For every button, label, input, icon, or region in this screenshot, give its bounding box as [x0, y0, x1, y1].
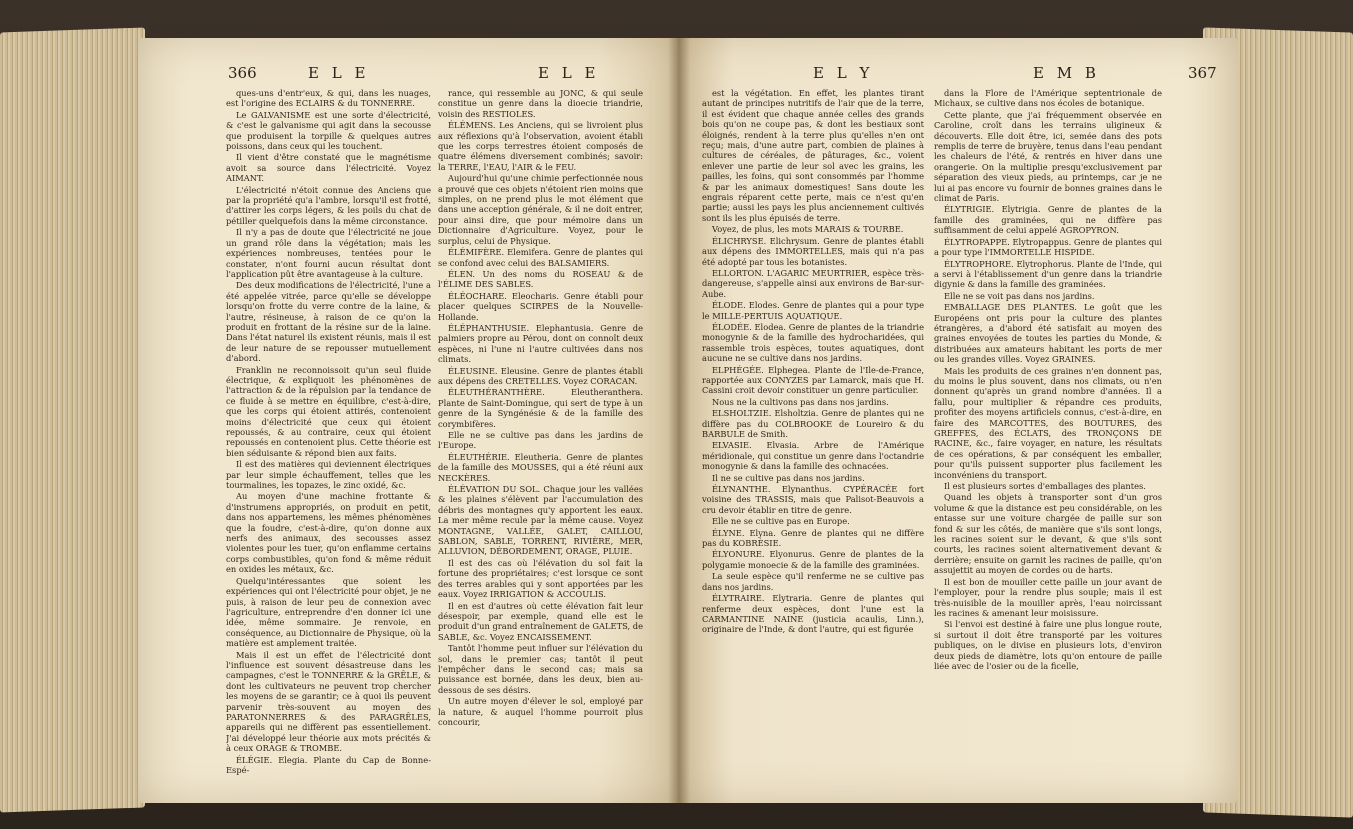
- paragraph: EMBALLAGE DES PLANTES. Le goût que les Européens ont pris pour la culture des plantes étrangères, a d'abord été satisfait au moyen des graines envoyées de toutes les parties du Monde, & distribuées aux amateurs habitant les ports de mer ou les grandes villes. Voyez GRAINES.: [934, 302, 1162, 365]
- paragraph: ÉLEN. Un des noms du ROSEAU & de l'ÉLIME DES SABLES.: [438, 268, 643, 290]
- paragraph: Cette plante, que j'ai fréquemment observée en Caroline, croît dans les terrains uligineux & découverts. Elle doit être, ici, semée dans des pots remplis de terre de bruyère, tenus dans l'eau pendant les chaleurs de l'été, & rentrés en hiver dans une orangerie. On la multiplie presqu'exclusivement par séparation des vieux pieds, au printemps, car je ne lui ai pas encore vu fournir de bonnes graines dans le climat de Paris.: [934, 109, 1162, 204]
- paragraph: ÉLYONURE. Elyonurus. Genre de plantes de la polygamie monoecie & de la famille des graminées.: [702, 549, 924, 570]
- paragraph: rance, qui ressemble au JONC, & qui seule constitue un genre dans la dioecie triandrie, voisin des RESTIOLES.: [438, 88, 643, 119]
- paragraph: ÉLÉVATION DU SOL. Chaque jour les vallées & les plaines s'élèvent par l'accumulation des débris des montagnes qu'y apportent les eaux. La mer même recule par la même cause. Voyez MONTAGNE, VALLÉE, GALET, CAILLOU, SABLON, SABLE, TORRENT, RIVIÈRE, MER, ALLUVION, DÉBORDEMENT, ORAGE, PLUIE.: [438, 484, 643, 557]
- paragraph: Elle ne se cultive pas en Europe.: [712, 516, 850, 527]
- paragraph: ÉLEUTHÉRANTHÈRE. Eleutheranthera. Plante de Saint-Domingue, qui sert de type à un genre de la Syngénésie & de la famille des corymbifères.: [438, 387, 643, 429]
- paragraph: Il est des matières qui deviennent électriques par leur simple échauffement, telles que les tourmalines, les topazes, le zinc oxidé, &c.: [226, 459, 431, 491]
- right-page-number: 367: [1188, 64, 1217, 82]
- paragraph: est la végétation. En effet, les plantes tirant autant de principes nutritifs de l'air que de la terre, il est évident que chaque année celles des grands bois qu'on ne coupe pas, & dont les bestiaux sont éloignés, rendent à la terre plus qu'elles n'en ont reçu; mais, d'une autre part, combien de plaines à cultures de céréales, de pâturages, &c., voient enlever une partie de leur sol avec les grains, les pailles, les foins, qui sont consommés par l'homme & par les animaux domestiques! Sans doute les engrais réparent cette perte, mais ce n'est qu'en partie; aussi les pays les plus anciennement cultivés sont ils les plus épuisés de terre.: [702, 88, 924, 223]
- paragraph: ÉLICHRYSE. Elichrysum. Genre de plantes établi aux dépens des IMMORTELLES, mais qui n'a pas été adopté par tous les botanistes.: [702, 235, 924, 267]
- paragraph: Il est bon de mouiller cette paille un jour avant de l'employer, pour la rendre plus souple; mais il est très-nuisible de la mouiller après, l'eau noircissant les racines & amenant leur moisissure.: [934, 576, 1162, 618]
- paragraph: Il n'y a pas de doute que l'électricité ne joue un grand rôle dans la végétation; mais les expériences nombreuses, tentées pour le constater, n'ont fourni aucun résultat dont l'application pût être avantageuse à la culture.: [226, 227, 431, 279]
- paragraph: Il ne se cultive pas dans nos jardins.: [712, 472, 865, 483]
- paragraph: Le GALVANISME est une sorte d'électricité, & c'est le galvanisme qui agit dans la secousse que produisent la torpille & quelques autres poissons, dans ceux qui les touchent.: [226, 109, 431, 152]
- paragraph: Au moyen d'une machine frottante & d'instrumens appropriés, on produit en petit, dans nos appartemens, les mêmes phénomènes que la foudre, c'est-à-dire, qu'on donne aux nerfs des animaux, des secousses assez violentes pour les tuer, qu'on enflamme certains corps combustibles, qu'on fond & même réduit en oxides les métaux, &c.: [226, 491, 431, 575]
- paragraph: ÉLYTRAIRE. Elytraria. Genre de plantes qui renferme deux espèces, dont l'une est la CARMANTINE NAINE (justicia acaulis, Linn.), originaire de l'Inde, & dont l'autre, qui est figurée: [702, 593, 924, 635]
- paragraph: ÉLÉGIE. Elegia. Plante du Cap de Bonne-Espé-: [226, 754, 431, 775]
- right-page-header-left: E L Y: [813, 64, 874, 82]
- paragraph: Il en est d'autres où cette élévation fait leur désespoir, par exemple, quand elle est le produit d'un grand entraînement de GALETS, de SABLE, &c. Voyez ENCAISSEMENT.: [438, 600, 643, 642]
- left-page: [138, 38, 678, 803]
- left-page-header-right: E L E: [538, 64, 600, 82]
- paragraph: Il est plusieurs sortes d'emballages des plantes.: [944, 481, 1146, 492]
- paragraph: ÉLODE. Elodes. Genre de plantes qui a pour type le MILLE-PERTUIS AQUATIQUE.: [702, 300, 924, 321]
- paragraph: Nous ne la cultivons pas dans nos jardins.: [712, 396, 889, 407]
- paragraph: ques-uns d'entr'eux, & qui, dans les nuages, est l'origine des ECLAIRS & du TONNERRE.: [226, 88, 431, 109]
- paragraph: ÉLYTROPHORE. Elytrophorus. Plante de l'Inde, qui a servi à l'établissement d'un genre dans la triandrie digynie & dans la famille des graminées.: [934, 258, 1162, 290]
- paragraph: Si l'envoi est destiné à faire une plus longue route, si surtout il doit être transporté par les voitures publiques, on le divise en plusieurs lots, d'environ deux pieds de diamètre, lots qu'on entoure de paille liée avec de l'osier ou de la ficelle,: [934, 619, 1162, 671]
- paragraph: Franklin ne reconnoissoit qu'un seul fluide électrique, & expliquoit les phénomènes de l'attraction & de la répulsion par la tendance de ce fluide à se mettre en équilibre, c'est-à-dire, que les corps qui étoient attirés, contenoient moins d'électricité que ceux qui étoient repoussés, & au contraire, ceux qui étoient repoussés en contenoient plus. Cette théorie est bien séduisante & répond bien aux faits.: [226, 364, 431, 458]
- paragraph: ELSHOLTZIE. Elsholtzia. Genre de plantes qui ne diffère pas du COLBROOKE de Loureiro & du BARBULE de Smith.: [702, 408, 924, 439]
- paragraph: ÉLODÉE. Elodea. Genre de plantes de la triandrie monogynie & de la famille des hydrocharidées, qui rassemble trois espèces, toutes aquatiques, dont aucune ne se cultive dans nos jardins.: [702, 321, 924, 364]
- paragraph: ÉLÉOCHARE. Eleocharis. Genre établi pour placer quelques SCIRPES de la Nouvelle-Hollande.: [438, 290, 643, 322]
- paragraph: Quand les objets à transporter sont d'un gros volume & que la distance est peu considérable, on les entasse sur une voiture chargée de paille sur son fond & sur les côtés, de manière que s'ils sont longs, les racines soient sur le devant, & que s'ils sont courts, les racines soient alternativement devant & derrière; ensuite on garnit les racines de paille, qu'on assujettit au moyen de cordes ou de harts.: [934, 492, 1162, 576]
- left-page-column-2: [438, 88, 643, 789]
- paragraph: ÉLYNE. Elyna. Genre de plantes qui ne diffère pas du KOBRÈSIE.: [702, 527, 924, 549]
- paragraph: Aujourd'hui qu'une chimie perfectionnée nous a prouvé que ces objets n'étoient rien moins que simples, on ne prend plus le mot élément que dans une acception générale, & il ne doit entrer, pour ainsi dire, que pour mémoire dans un Dictionnaire d'Agriculture. Voyez, pour le surplus, celui de Physique.: [438, 173, 643, 246]
- left-page-edges: [0, 27, 145, 812]
- paragraph: ELVASIE. Elvasia. Arbre de l'Amérique méridionale, qui constitue un genre dans l'octandrie monogynie & dans la famille des ochnacées.: [702, 440, 924, 472]
- paragraph: Elle ne se cultive pas dans les jardins de l'Europe.: [438, 430, 643, 451]
- paragraph: ELLORTON. L'AGARIC MEURTRIER, espèce très-dangereuse, s'appelle ainsi aux environs de Bar-sur-Aube.: [702, 267, 924, 299]
- paragraph: Il est des cas où l'élévation du sol fait la fortune des propriétaires; c'est lorsque ce sont des terres arables qui y sont apportées par les eaux. Voyez IRRIGATION & ACCOULIS.: [438, 557, 643, 600]
- right-page: [678, 38, 1238, 803]
- paragraph: Un autre moyen d'élever le sol, employé par la nature, & auquel l'homme pourroit plus concourir,: [438, 696, 643, 727]
- paragraph: ÉLYTROPAPPE. Elytropappus. Genre de plantes qui a pour type l'IMMORTELLE HISPIDE.: [934, 236, 1162, 258]
- right-page-header-right: E M B: [1033, 64, 1100, 82]
- paragraph: Tantôt l'homme peut influer sur l'élévation du sol, dans le premier cas; tantôt il peut l'empêcher dans le second cas; mais sa puissance est bornée, dans les deux, bien au-dessous de ses désirs.: [438, 643, 643, 695]
- paragraph: ÉLÉMENS. Les Anciens, qui se livroient plus aux réflexions qu'à l'observation, avoient établi que les corps terrestres étoient composés de quatre élémens diversement combinés; savoir: la TERRE, l'EAU, l'AIR & le FEU.: [438, 120, 643, 172]
- right-page-column-2: [934, 88, 1162, 789]
- paragraph: ÉLEUSINE. Eleusine. Genre de plantes établi aux dépens des CRETELLES. Voyez CORACAN.: [438, 365, 643, 386]
- book-gutter: [668, 38, 690, 803]
- paragraph: L'électricité n'étoit connue des Anciens que par la propriété qu'a l'ambre, lorsqu'il est frotté, d'attirer les corps légers, & les poils du chat de pétiller quelquefois dans la même circonstance.: [226, 184, 431, 226]
- right-page-column-1: [702, 88, 924, 789]
- paragraph: Voyez, de plus, les mots MARAIS & TOURBE.: [712, 224, 904, 235]
- left-page-column-1: [226, 88, 431, 789]
- left-page-header-left: E L E: [308, 64, 370, 82]
- paragraph: ÉLYNANTHE. Elynanthus. CYPÉRACÉE fort voisine des TRASSIS, mais que Palisot-Beauvois a cru devoir établir en titre de genre.: [702, 484, 924, 515]
- paragraph: dans la Flore de l'Amérique septentrionale de Michaux, se cultive dans nos écoles de botanique.: [934, 88, 1162, 109]
- paragraph: Mais il est un effet de l'électricité dont l'influence est souvent désastreuse dans les campagnes, c'est le TONNERRE & la GRÊLE, & dont les cultivateurs ne peuvent trop chercher les moyens de se garantir; ce à quoi ils peuvent parvenir très-souvent au moyen des PARATONNERRES & des PARAGRÊLES, appareils qui ne diffèrent pas essentiellement. J'ai développé leur théorie aux mots précités & à ceux ORAGE & TROMBE.: [226, 649, 431, 754]
- paragraph: ÉLYTRIGIE. Elytrigia. Genre de plantes de la famille des graminées, qui ne diffère pas suffisamment de celui appelé AGROPYRON.: [934, 204, 1162, 236]
- paragraph: ELPHÉGÉE. Elphegea. Plante de l'Ile-de-France, rapportée aux CONYZES par Lamarck, mais que H. Cassini croit devoir constituer un genre particulier.: [702, 364, 924, 396]
- paragraph: Il vient d'être constaté que le magnétisme avoit sa source dans l'électricité. Voyez AIMANT.: [226, 152, 431, 184]
- left-page-number: 366: [228, 64, 257, 82]
- paragraph: Des deux modifications de l'électricité, l'une a été appelée vitrée, parce qu'elle se développe lorsqu'on frotte du verre contre de la laine, & l'autre, résineuse, à raison de ce qu'on la produit en frottant de la résine sur de la laine. Dans l'état naturel ils existent réunis, mais il est de leur nature de se repousser mutuellement d'abord.: [226, 280, 431, 364]
- paragraph: ÉLÉPHANTHUSIE. Elephantusia. Genre de palmiers propre au Pérou, dont on connoît deux espèces, ni l'une ni l'autre cultivées dans nos climats.: [438, 322, 643, 365]
- paragraph: Quelqu'intéressantes que soient les expériences qui ont l'électricité pour objet, je ne puis, à raison de leur peu de connexion avec l'agriculture, entreprendre d'en donner ici une idée, même sommaire. Je renvoie, en conséquence, au Dictionnaire de Physique, où la matière est amplement traitée.: [226, 575, 431, 649]
- paragraph: ÉLÉMIFÈRE. Elemifera. Genre de plantes qui se confond avec celui des BALSAMIERS.: [438, 247, 643, 268]
- paragraph: Mais les produits de ces graines n'en donnent pas, du moins le plus souvent, dans nos climats, ou n'en donnent qu'après un grand nombre d'années. Il a fallu, pour multiplier & répandre ces produits, profiter des moyens artificiels connus, c'est-à-dire, en faire des MARCOTTES, des BOUTURES, des GREFFES, des ÉCLATS, des TRONÇONS DE RACINE, &c., faire voyager, en nature, les résultats de ces opérations, & par conséquent les emballer, pour qu'ils puissent supporter plus facilement les inconvéniens du transport.: [934, 365, 1162, 480]
- paragraph: ÉLEUTHÉRIE. Eleutheria. Genre de plantes de la famille des MOUSSES, qui a été réuni aux NECKÈRES.: [438, 451, 643, 483]
- paragraph: La seule espèce qu'il renferme ne se cultive pas dans nos jardins.: [702, 571, 924, 592]
- paragraph: Elle ne se voit pas dans nos jardins.: [944, 290, 1095, 301]
